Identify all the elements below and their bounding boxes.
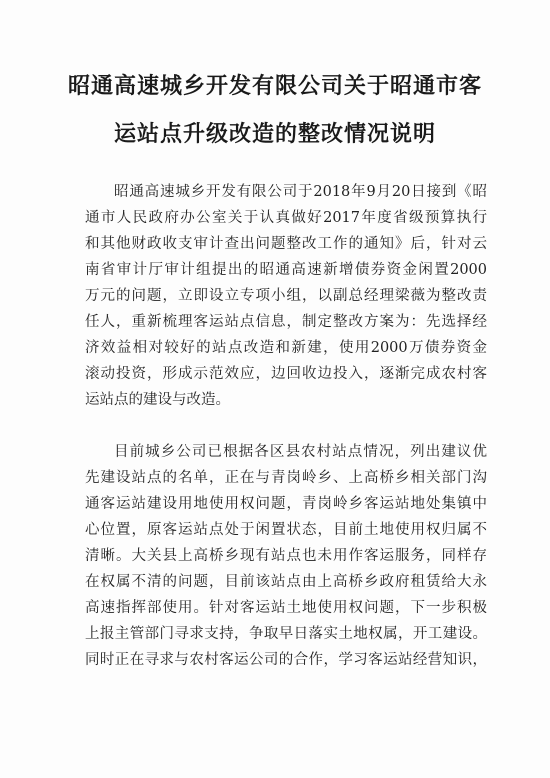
- paragraph-2-line: 清晰。大关县上高桥乡现有站点也未用作客运服务，同样存: [85, 548, 487, 564]
- paragraph-1-line: 万元的问题，立即设立专项小组，以副总经理梁薇为整改责: [85, 288, 487, 304]
- paragraph-2-line: 高速指挥部使用。针对客运站土地使用权问题，下一步积极: [85, 600, 487, 616]
- paragraph-1-line: 南省审计厅审计组提出的昭通高速新增债券资金闲置2000: [85, 262, 487, 278]
- paragraph-1-line: 任人，重新梳理客运站点信息，制定整改方案为：先选择经: [85, 314, 487, 330]
- paragraph-2-line: 在权属不清的问题，目前该站点由上高桥乡政府租赁给大永: [85, 574, 487, 590]
- paragraph-1-line: 昭通高速城乡开发有限公司于2018年9月20日接到《昭: [114, 184, 487, 200]
- paragraph-2-line: 上报主管部门寻求支持，争取早日落实土地权属，开工建设。: [85, 626, 487, 642]
- paragraph-1-line: 通市人民政府办公室关于认真做好2017年度省级预算执行: [85, 210, 487, 226]
- paragraph-1-line: 和其他财政收支审计查出问题整改工作的通知》后，针对云: [85, 236, 487, 252]
- paragraph-1-line: 运站点的建设与改造。: [85, 392, 230, 408]
- paragraph-2-line: 通客运站建设用地使用权问题，青岗岭乡客运站地处集镇中: [85, 496, 487, 512]
- document-title-line-2: 运站点升级改造的整改情况说明: [113, 121, 436, 147]
- paragraph-2-line: 先建设站点的名单，正在与青岗岭乡、上高桥乡相关部门沟: [85, 470, 487, 486]
- paragraph-2-line: 同时正在寻求与农村客运公司的合作，学习客运站经营知识，: [85, 652, 487, 668]
- paragraph-2-line: 目前城乡公司已根据各区县农村站点情况，列出建议优: [114, 444, 487, 460]
- paragraph-1-line: 济效益相对较好的站点改造和新建，使用2000万债券资金: [85, 340, 487, 356]
- paragraph-2-line: 心位置，原客运站点处于闲置状态，目前土地使用权归属不: [85, 522, 487, 538]
- paragraph-1-line: 滚动投资，形成示范效应，边回收边投入，逐渐完成农村客: [85, 366, 487, 382]
- document-title-line-1: 昭通高速城乡开发有限公司关于昭通市客: [67, 73, 482, 99]
